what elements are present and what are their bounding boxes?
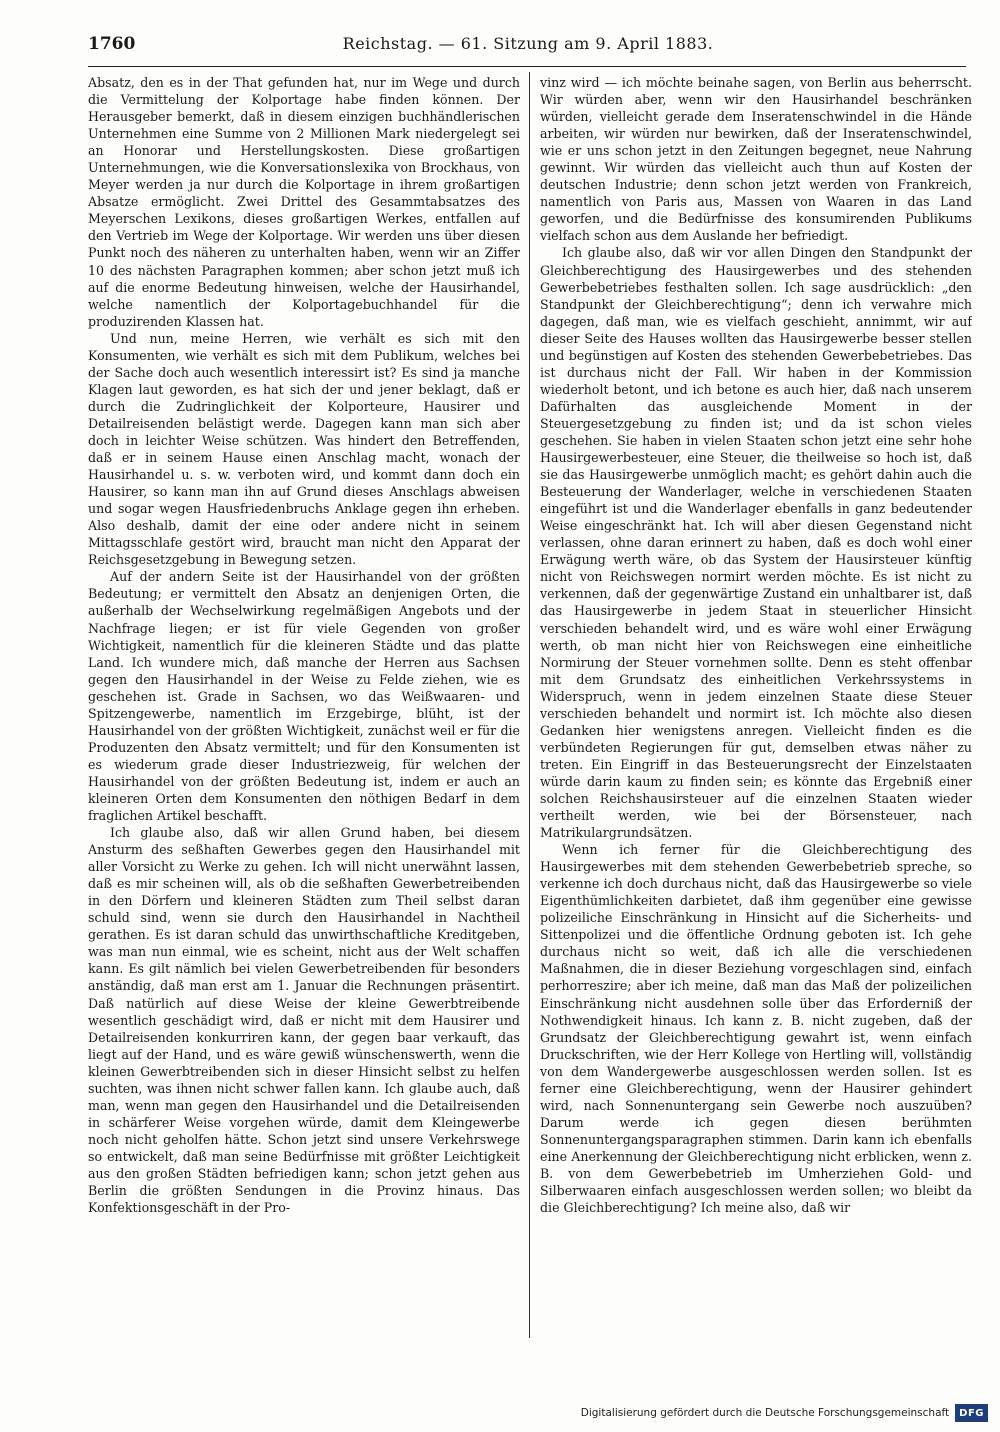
- header-rule: [88, 66, 966, 67]
- footer-credit: Digitalisierung gefördert durch die Deutsche Forschungsgemeinschaft: [580, 1407, 950, 1419]
- page-number: 1760: [88, 34, 136, 54]
- column-divider: [529, 72, 530, 1338]
- left-paragraph-3: Auf der andern Seite ist der Hausirhandel von der größten Bedeutung; er vermittelt den Absatz an denjenigen Orten, die außerhalb der Wechselwirkung regelmäßigen Angebots und der Nachfrage liegen; er ist für viele Gegenden von großer Wichtigkeit, namentlich für die kleineren Städte und das platte Land. Ich wundere mich, daß manche der Herren aus Sachsen gegen den Hausirhandel in der Weise zu Felde ziehen, wie es geschehen ist. Grade in Sachsen, wo das Weißwaaren- und Spitzengewerbe, namentlich im Erzgebirge, blüht, ist der Hausirhandel von der größten Wichtigkeit, zunächst weil er für die Produzenten den Absatz vermittelt; und für den Konsumenten ist es wiederum grade dieser Industriezweig, für welchen der Hausirhandel von der größten Bedeutung ist, indem er auch an kleineren Orten dem Konsumenten den nöthigen Bedarf in dem fraglichen Artikel beschafft.: [88, 569, 520, 824]
- running-title: Reichstag. — 61. Sitzung am 9. April 1883.: [342, 34, 714, 53]
- page-header: [88, 34, 968, 58]
- dfg-logo-icon: DFG: [955, 1404, 988, 1422]
- right-paragraph-3: Wenn ich ferner für die Gleichberechtigung des Hausirgewerbes mit dem stehenden Gewerbebetrieb spreche, so verkenne ich doch durchaus nicht, daß das Hausirgewerbe so viele Eigenthümlichkeiten darbietet, daß ihm gegenüber eine gewisse polizeiliche Einschränkung in Hinsicht auf die Sicherheits- und Sittenpolizei und die öffentliche Ordnung geboten ist. Ich gehe durchaus nicht so weit, daß ich alle die verschiedenen Maßnahmen, die in dieser Beziehung vorgeschlagen sind, einfach perhorreszire; aber ich meine, daß man das Maß der polizeilichen Einschränkung nicht ausdehnen solle über das Erforderniß der Nothwendigkeit hinaus. Ich kann z. B. nicht zugeben, daß der Grundsatz der Gleichberechtigung gewahrt ist, wenn einfach Druckschriften, wie der Herr Kollege von Hertling will, vollständig von dem Wandergewerbe ausgeschlossen werden sollen. Ist es ferner eine Gleichberechtigung, wenn der Hausirer gehindert wird, nach Sonnenuntergang sein Gewerbe noch auszuüben? Darum werde ich gegen diesen berühmten Sonnenuntergangsparagraphen stimmen. Darin kann ich ebenfalls eine Anerkennung der Gleichberechtigung nicht erblicken, wenn z. B. von dem Gewerbebetrieb im Umherziehen Gold- und Silberwaaren einfach ausgeschlossen werden sollen; wo bleibt da die Gleichberechtigung? Ich meine also, daß wir: [540, 842, 972, 1216]
- left-paragraph-4: Ich glaube also, daß wir allen Grund haben, bei diesem Ansturm des seßhaften Gewerbes gegen den Hausirhandel mit aller Vorsicht zu Werke zu gehen. Ich will nicht unerwähnt lassen, daß es mir scheinen will, als ob die seßhaften Gewerbetreibenden in den Dörfern und kleineren Städten zum Theil selbst daran schuld sind, wenn sie durch den Hausirhandel in Nachtheil gerathen. Es ist daran schuld das unwirthschaftliche Kreditgeben, was man nun einmal, wie es scheint, nicht aus der Welt schaffen kann. Es gilt nämlich bei vielen Gewerbetreibenden für besonders anständig, daß man erst am 1. Januar die Rechnungen präsentirt. Daß natürlich auf diese Weise der kleine Gewerbtreibende wesentlich geschädigt wird, daß er nicht mit dem Hausirer und Detailreisenden konkurriren kann, der gegen baar verkauft, das liegt auf der Hand, und es wäre gewiß wünschenswerth, wenn die kleinen Gewerbtreibenden sich in dieser Hinsicht selbst zu helfen suchten, was ihnen nicht schwer fallen kann. Ich glaube auch, daß man, wenn man gegen den Hausirhandel und die Detailreisenden in schärferer Weise vorgehen würde, damit dem Kleingewerbe noch nicht geholfen hätte. Schon jetzt sind unsere Verkehrswege so entwickelt, daß man seine Bedürfnisse mit größter Leichtigkeit aus den großen Städten befriedigen kann; schon jetzt gehen aus Berlin die größten Sendungen in die Provinz hinaus. Das Konfektionsgeschäft in der Pro-: [88, 825, 520, 1216]
- right-column: [540, 74, 972, 1336]
- left-column: [88, 74, 520, 1336]
- digitization-footer: [581, 1402, 988, 1424]
- right-paragraph-1: vinz wird — ich möchte beinahe sagen, von Berlin aus beherrscht. Wir würden aber, wenn wir den Hausirhandel beschränken würden, vielleicht gerade dem Inseratenschwindel in die Hände arbeiten, wir würden nur bewirken, daß der Inseratenschwindel, wie er uns schon jetzt in den Zeitungen begegnet, neue Nahrung gewinnt. Wir würden das vielleicht auch thun auf Kosten der deutschen Industrie; denn schon jetzt werden von Frankreich, namentlich von Paris aus, Massen von Waaren in das Land geworfen, und die Bedürfnisse des konsumirenden Publikums vielfach schon aus dem Auslande her befriedigt.: [540, 75, 972, 244]
- right-paragraph-2: Ich glaube also, daß wir vor allen Dingen den Standpunkt der Gleichberechtigung des Hausirgewerbes und des stehenden Gewerbebetriebes festhalten sollen. Ich sage ausdrücklich: „den Standpunkt der Gleichberechtigung“; denn ich verwahre mich dagegen, daß man, wie es vielfach geschieht, annimmt, wir auf dieser Seite des Hauses wollten das Hausirgewerbe besser stellen und begünstigen auf Kosten des stehenden Gewerbebetriebes. Das ist durchaus nicht der Fall. Wir haben in der Kommission wiederholt betont, und ich betone es auch hier, daß nach unserem Dafürhalten das ausgleichende Moment in der Steuergesetzgebung zu finden ist; und da ist schon vieles geschehen. Sie haben in vielen Staaten schon jetzt eine sehr hohe Hausirgewerbesteuer, eine Steuer, die theilweise so hoch ist, daß sie das Hausirgewerbe unmöglich macht; es gehört dahin auch die Besteuerung der Wanderlager, welche in verschiedenen Staaten eingeführt ist und die Wanderlager ebenfalls in ganz bedeutender Weise eingeschränkt hat. Ich will aber diesen Gegenstand nicht verlassen, ohne daran erinnert zu haben, daß es doch wohl einer Erwägung werth wäre, ob das System der Hausirsteuer künftig nicht von Reichswegen normirt werden möchte. Es ist nicht zu verkennen, daß der gegenwärtige Zustand ein unhaltbarer ist, daß das Hausirgewerbe in jedem Staat in steuerlicher Hinsicht verschieden behandelt wird, und es wäre wohl einer Erwägung werth, ob man nicht hier von Reichswegen eine einheitliche Normirung der Steuer vornehmen sollte. Denn es steht offenbar mit dem Grundsatz des einheitlichen Verkehrssystems in Widerspruch, wenn in jedem einzelnen Staate diese Steuer verschieden behandelt und normirt ist. Ich möchte also diesen Gedanken hier wenigstens anregen. Vielleicht finden es die verbündeten Regierungen für gut, demselben etwas näher zu treten. Ein Eingriff in das Besteuerungsrecht der Einzelstaaten würde darin kaum zu finden sein; es könnte das Ergebniß einer solchen Reichshausirsteuer auf die einzelnen Staaten wieder vertheilt werden, wie bei der Börsensteuer, nach Matrikulargrundsätzen.: [540, 245, 972, 841]
- left-paragraph-1: Absatz, den es in der That gefunden hat, nur im Wege und durch die Vermittelung der Kolportage habe finden können. Der Herausgeber bemerkt, daß in diesem einzigen buchhändlerischen Unternehmen eine Summe von 2 Millionen Mark niedergelegt sei an Honorar und Herstellungskosten. Diese großartigen Unternehmungen, wie die Konversationslexika von Brockhaus, von Meyer werden ja nur durch die Kolportage in ihrem großartigen Absatze ermöglicht. Zwei Drittel des Gesammtabsatzes des Meyerschen Lexikons, dieses großartigen Werkes, entfallen auf den Vertrieb im Wege der Kolportage. Wir werden uns über diesen Punkt noch des näheren zu unterhalten haben, wenn wir an Ziffer 10 des nächsten Paragraphen kommen; aber schon jetzt muß ich auf die enorme Bedeutung hinweisen, welche der Hausirhandel, welche namentlich der Kolportagebuchhandel für die produzirenden Klassen hat.: [88, 75, 520, 329]
- left-paragraph-2: Und nun, meine Herren, wie verhält es sich mit den Konsumenten, wie verhält es sich mit dem Publikum, welches bei der Sache doch auch wesentlich interessirt ist? Es sind ja manche Klagen laut geworden, es hat sich der und jener beklagt, daß er durch die Zudringlichkeit der Kolporteure, Hausirer und Detailreisenden belästigt werde. Dagegen kann man sich aber doch in leichter Weise schützen. Was hindert den Betreffenden, daß er in seinem Hause einen Anschlag macht, wonach der Hausirhandel u. s. w. verboten wird, und kommt dann doch ein Hausirer, so kann man ihn auf Grund dieses Anschlags abweisen und sogar wegen Hausfriedenbruchs Anklage gegen ihn erheben. Also deshalb, damit der eine oder andere nicht in seinem Mittagsschlafe gestört wird, braucht man nicht den Apparat der Reichsgesetzgebung in Bewegung setzen.: [88, 330, 520, 568]
